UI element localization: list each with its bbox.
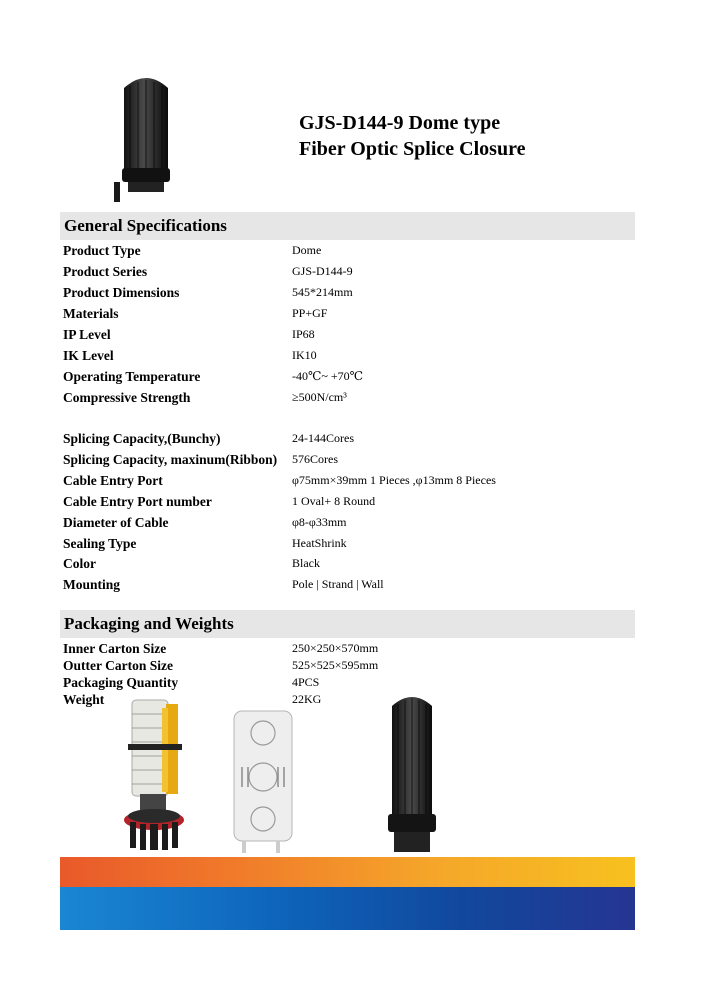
- spec-label: Cable Entry Port number: [63, 494, 212, 509]
- spec-row: [63, 388, 633, 408]
- packaging-row: [63, 657, 633, 675]
- spec-row: [63, 492, 633, 512]
- packaging-row: [63, 674, 633, 692]
- spec-label: Materials: [63, 306, 119, 321]
- spec-row: [63, 554, 633, 574]
- spec-label: Product Type: [63, 243, 141, 258]
- product-photo-internal-trays: [118, 694, 198, 854]
- spec-row: [63, 534, 633, 554]
- packaging-label: Weight: [63, 692, 105, 707]
- footer-orange-band: [60, 857, 635, 887]
- title-line-1: GJS-D144-9 Dome type: [299, 112, 501, 134]
- packaging-title: Packaging and Weights: [64, 614, 234, 633]
- spec-value: PP+GF: [292, 306, 328, 320]
- product-photo-closure-bottom: [386, 692, 438, 854]
- spec-label: Splicing Capacity,(Bunchy): [63, 431, 221, 446]
- general-specs-title: General Specifications: [64, 216, 227, 235]
- packaging-header: [60, 610, 635, 638]
- spec-row: [63, 471, 633, 491]
- spec-value: 24-144Cores: [292, 431, 354, 445]
- spec-value: IK10: [292, 348, 317, 362]
- spec-row: [63, 325, 633, 345]
- packaging-value: 250×250×570mm: [292, 641, 379, 655]
- spec-label: Splicing Capacity, maxinum(Ribbon): [63, 452, 278, 467]
- packaging-label: Outter Carton Size: [63, 658, 173, 673]
- spec-label: Mounting: [63, 577, 121, 592]
- spec-value: 1 Oval+ 8 Round: [292, 494, 376, 508]
- spec-value: 576Cores: [292, 452, 338, 466]
- spec-value: Dome: [292, 243, 322, 257]
- spec-row: [63, 450, 633, 470]
- spec-row: [63, 367, 633, 387]
- spec-row: [63, 575, 633, 595]
- spec-label: Operating Temperature: [63, 369, 201, 384]
- product-photo-closure-top: [110, 72, 182, 204]
- spec-label: Compressive Strength: [63, 390, 191, 405]
- packaging-label: Inner Carton Size: [63, 641, 167, 656]
- spec-label: Sealing Type: [63, 536, 137, 551]
- general-specs-header: [60, 212, 635, 240]
- spec-value: GJS-D144-9: [292, 264, 353, 278]
- spec-label: Cable Entry Port: [63, 473, 163, 488]
- spec-label: Product Dimensions: [63, 285, 180, 300]
- spec-value: IP68: [292, 327, 315, 341]
- packaging-value: 22KG: [292, 692, 322, 706]
- spec-row: [63, 513, 633, 533]
- spec-row: [63, 283, 633, 303]
- spec-value: Black: [292, 556, 320, 570]
- packaging-label: Packaging Quantity: [63, 675, 179, 690]
- spec-label: IK Level: [63, 348, 114, 363]
- spec-row: [63, 262, 633, 282]
- spec-label: Diameter of Cable: [63, 515, 169, 530]
- spec-value: -40℃~ +70℃: [292, 369, 364, 383]
- product-photo-splice-tray: [230, 707, 296, 855]
- spec-label: IP Level: [63, 327, 111, 342]
- spec-value: HeatShrink: [292, 536, 347, 550]
- packaging-value: 525×525×595mm: [292, 658, 379, 672]
- spec-row: [63, 429, 633, 449]
- spec-value: 545*214mm: [292, 285, 353, 299]
- spec-row: [63, 346, 633, 366]
- spec-value: ≥500N/cm³: [292, 390, 347, 404]
- spec-label: Product Series: [63, 264, 148, 279]
- spec-row: [63, 304, 633, 324]
- spec-value: φ8-φ33mm: [292, 515, 347, 529]
- spec-row: [63, 241, 633, 261]
- title-line-2: Fiber Optic Splice Closure: [299, 138, 526, 160]
- spec-value: φ75mm×39mm 1 Pieces ,φ13mm 8 Pieces: [292, 473, 496, 487]
- spec-value: Pole | Strand | Wall: [292, 577, 384, 591]
- footer-blue-band: [60, 887, 635, 930]
- spec-label: Color: [63, 556, 96, 571]
- packaging-row: [63, 640, 633, 658]
- packaging-value: 4PCS: [292, 675, 320, 689]
